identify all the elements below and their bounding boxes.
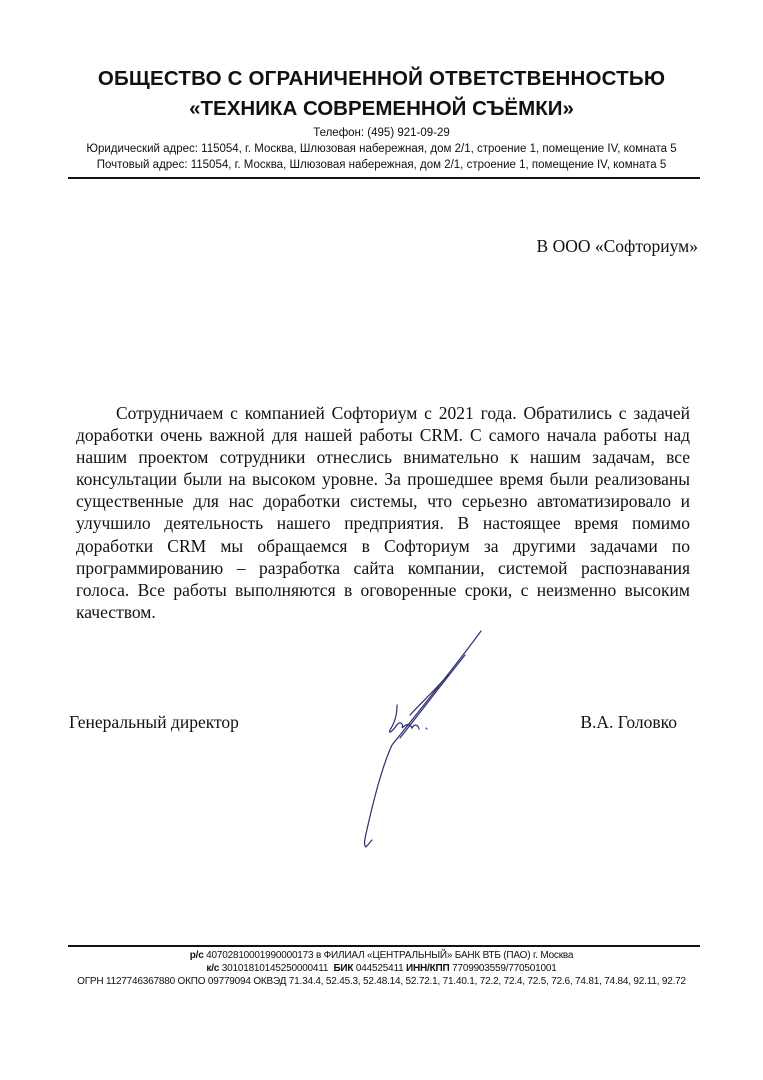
signatory-name: В.А. Головко xyxy=(580,712,677,732)
letter-paragraph: Сотрудничаем с компанией Софториум с 2021 года. Обратились с задачей доработки очень важной для нашей работы CRM. С самого начала работы над нашим проектом сотрудники отнеслись внимательно к нашим задачам, все консультации были на высоком уровне. За прошедшее время были реализованы существенные для нас доработки системы, что серьезно автоматизировало и улучшило деятельность нашего предприятия. В настоящее время помимо доработки CRM мы обращаемся в Софториум за другими задачами по программированию – разработка сайта компании, системой распознавания голоса. Все работы выполняются в оговоренные сроки, с неизменно высоким качеством. xyxy=(76,403,690,622)
company-name-line1: ОБЩЕСТВО С ОГРАНИЧЕННОЙ ОТВЕТСТВЕННОСТЬЮ xyxy=(97,67,666,90)
legal-address: Юридический адрес: 115054, г. Москва, Шлюзовая набережная, дом 2/1, строение 1, помещение IV, комната 5 xyxy=(86,143,677,155)
signature-stroke xyxy=(365,631,481,847)
recipient: В ООО «Софториум» xyxy=(536,236,698,256)
signature-stroke xyxy=(426,728,427,729)
company-phone: Телефон: (495) 921-09-29 xyxy=(313,127,450,139)
footer-registry-codes: ОГРН 1127746367880 ОКПО 09779094 ОКВЭД 71.34.4, 52.45.3, 52.48.14, 52.72.1, 71.40.1, 72.2, 72.4, 72.5, 72.6, 74.81, 74.84, 92.11, 92.72 xyxy=(77,976,686,987)
company-name-line2: «ТЕХНИКА СОВРЕМЕННОЙ СЪЁМКИ» xyxy=(189,97,574,120)
account-value: 40702810001990000173 в ФИЛИАЛ «ЦЕНТРАЛЬНЫЙ» БАНК ВТБ (ПАО) г. Москва xyxy=(206,950,574,961)
inn-label: ИНН/КПП xyxy=(406,963,450,974)
postal-address: Почтовый адрес: 115054, г. Москва, Шлюзовая набережная, дом 2/1, строение 1, помещение IV, комната 5 xyxy=(96,159,667,171)
account-label: р/с xyxy=(189,950,204,961)
footer-divider xyxy=(68,945,700,947)
bik-label: БИК xyxy=(333,963,354,974)
footer-bank-account xyxy=(0,950,763,961)
signatory-role: Генеральный директор xyxy=(69,712,239,732)
corr-label: к/с xyxy=(206,963,220,974)
handwritten-signature xyxy=(340,620,490,860)
inn-value: 7709903559/770501001 xyxy=(452,963,557,974)
footer-bank-details xyxy=(0,963,763,974)
letter-body xyxy=(76,402,690,623)
corr-value: 30101810145250000411 xyxy=(221,963,329,974)
signature-stroke xyxy=(410,675,448,715)
bik-value: 044525411 xyxy=(355,963,404,974)
header-divider xyxy=(68,177,700,179)
